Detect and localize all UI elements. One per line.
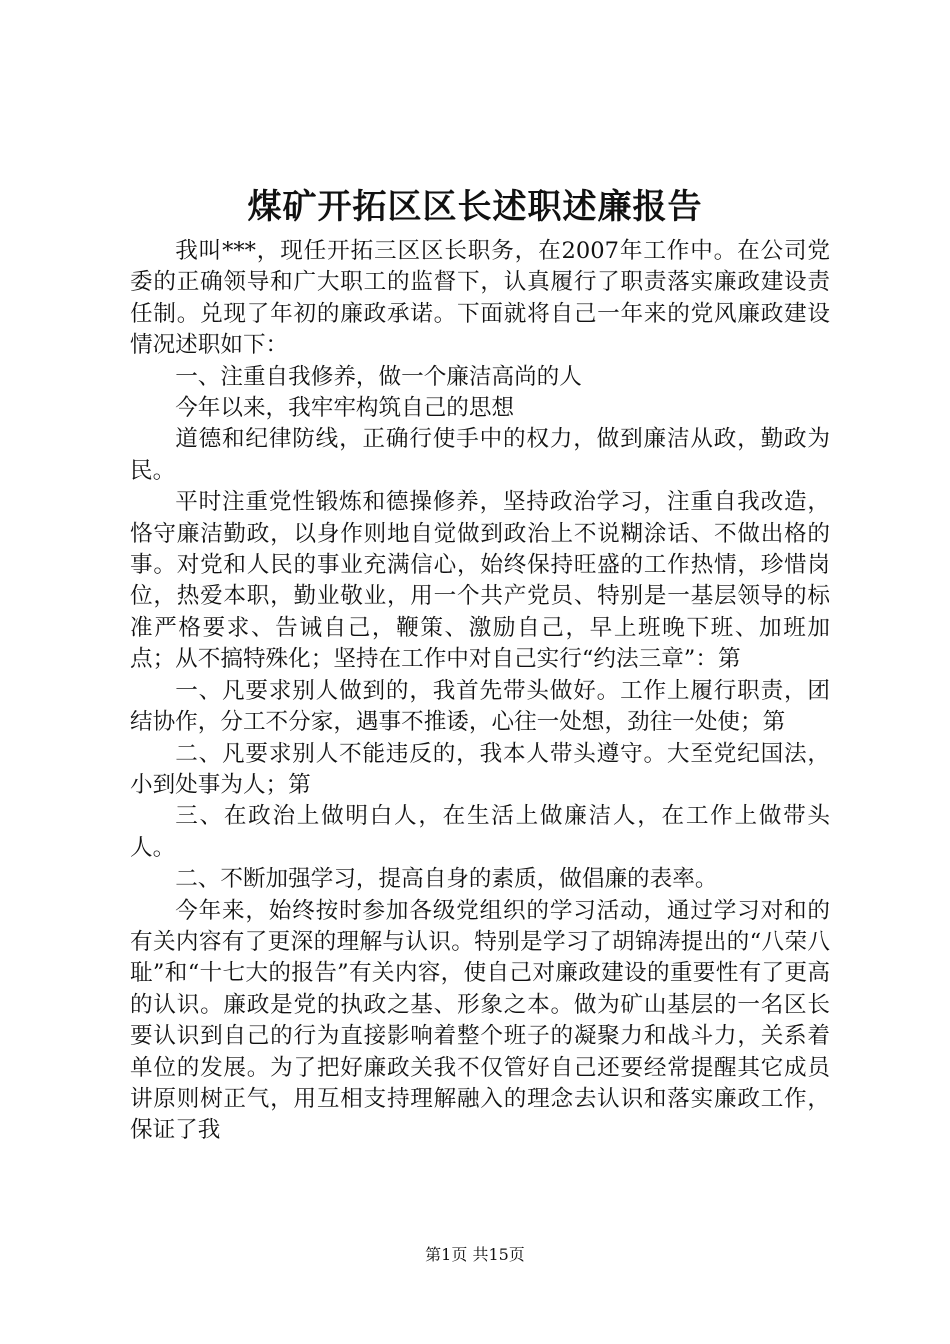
paragraph: 今年以来，我牢牢构筑自己的思想 <box>175 395 515 422</box>
paragraph: 一、注重自我修养，做一个廉洁高尚的人 <box>175 363 582 390</box>
paragraph: 我叫***，现任开拓三区区长职务，在2007年工作中。在公司党委的正确领导和广大职工的监督下，认真履行了职责落实廉政建设责任制。兑现了年初的廉政承诺。下面就将自己一年来的党风廉政建设情况述职如下： <box>130 238 830 359</box>
document-body <box>130 236 830 1147</box>
paragraph: 二、不断加强学习，提高自身的素质，做倡廉的表率。 <box>175 866 718 893</box>
paragraph: 三、在政治上做明白人，在生活上做廉洁人，在工作上做带头人。 <box>130 803 830 861</box>
page-footer: 第1页 共15页 <box>425 1245 525 1264</box>
paragraph: 一、凡要求别人做到的，我首先带头做好。工作上履行职责，团结协作，分工不分家，遇事不推诿，心往一处想，劲往一处使；第 <box>130 677 830 736</box>
paragraph: 今年来，始终按时参加各级党组织的学习活动，通过学习对和的有关内容有了更深的理解与认识。特别是学习了胡锦涛提出的“八荣八耻”和“十七大的报告”有关内容，使自己对廉政建设的重要性有了更高的认识。廉政是党的执政之基、形象之本。做为矿山基层的一名区长要认识到自己的行为直接影响着整个班子的凝聚力和战斗力，关系着单位的发展。为了把好廉政关我不仅管好自己还要经常提醒其它成员讲原则树正气，用互相支持理解融入的理念去认识和落实廉政工作，保证了我 <box>130 897 830 1144</box>
paragraph: 二、凡要求别人不能违反的，我本人带头遵守。大至党纪国法，小到处事为人；第 <box>130 740 830 798</box>
document-title: 煤矿开拓区区长述职述廉报告 <box>247 187 703 227</box>
paragraph: 平时注重党性锻炼和德操修养，坚持政治学习，注重自我改造，恪守廉洁勤政，以身作则地自觉做到政治上不说糊涂话、不做出格的事。对党和人民的事业充满信心，始终保持旺盛的工作热情，珍惜岗位，热爱本职，勤业敬业，用一个共产党员、特别是一基层领导的标准严格要求、告诫自己，鞭策、激励自己，早上班晚下班、加班加点；从不搞特殊化；坚持在工作中对自己实行“约法三章”：第 <box>130 489 830 673</box>
paragraph: 道德和纪律防线，正确行使手中的权力，做到廉洁从政，勤政为民。 <box>130 426 830 484</box>
